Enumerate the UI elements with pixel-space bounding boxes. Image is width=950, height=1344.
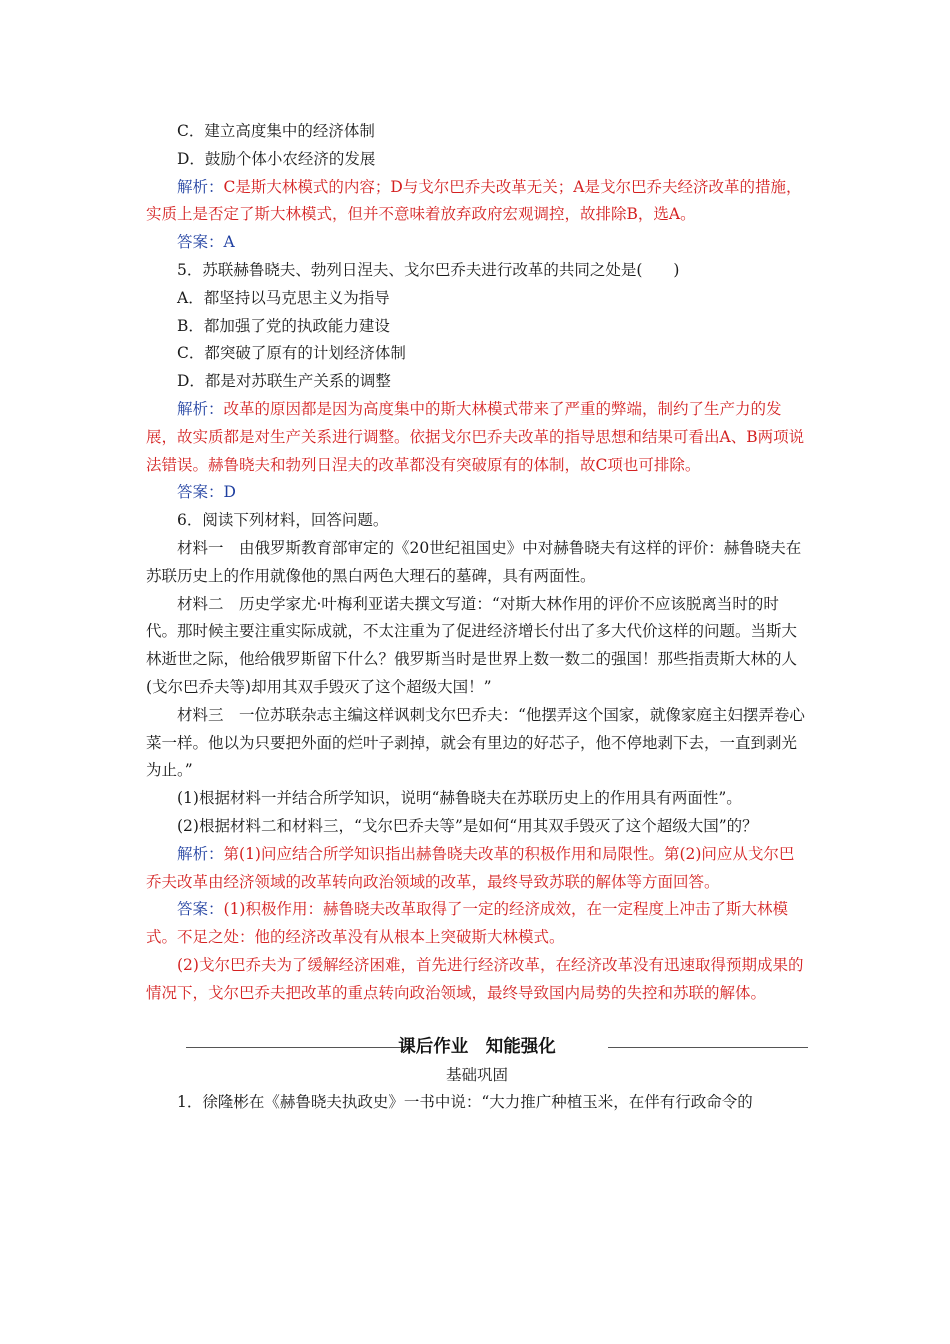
section-title: 课后作业 知能强化: [398, 1036, 556, 1057]
q4-answer: [146, 229, 808, 257]
answer-label: 答案：: [177, 483, 224, 502]
q5-stem: 5．苏联赫鲁晓夫、勃列日涅夫、戈尔巴乔夫进行改革的共同之处是( ): [177, 260, 680, 279]
q6-material-2: 材料二 历史学家尤·叶梅利亚诺夫撰文写道：“对斯大林作用的评价不应该脱离当时的时代。那时候主要注重实际成就，不太注重为了促进经济增长付出了多大代价这样的问题。当斯大林逝世之际，他给俄罗斯留下什么？俄罗斯当时是世界上数一数二的强国！那些指责斯大林的人(戈尔巴乔夫等)却用其双手毁灭了这个超级大国！”: [146, 594, 798, 696]
analysis-text: C是斯大林模式的内容；D与戈尔巴乔夫改革无关；A是戈尔巴乔夫经济改革的措施，实质上是否定了斯大林模式，但并不意味着放弃政府宏观调控，故排除B，选A。: [146, 177, 802, 224]
answer-label: 答案：: [177, 233, 224, 252]
q5-option-c: C．都突破了原有的计划经济体制: [177, 344, 406, 363]
q6-answer-2: (2)戈尔巴乔夫为了缓解经济困难，首先进行经济改革，在经济改革没有迅速取得预期成果的情况下，戈尔巴乔夫把改革的重点转向政治领域，最终导致国内局势的失控和苏联的解体。: [146, 955, 804, 1002]
homework-q1: 1．徐隆彬在《赫鲁晓夫执政史》一书中说：“大力推广种植玉米，在伴有行政命令的: [177, 1093, 753, 1112]
document-page: [146, 118, 808, 1117]
q4-option-c: C．建立高度集中的经济体制: [177, 122, 375, 140]
answer-text: (1)积极作用：赫鲁晓夫改革取得了一定的经济成效，在一定程度上冲击了斯大林模式。不足之处：他的经济改革没有从根本上突破斯大林模式。: [146, 900, 788, 947]
answer-label: 答案：: [177, 900, 224, 919]
q5-answer: [146, 479, 808, 507]
q6-stem: 6．阅读下列材料，回答问题。: [177, 511, 389, 530]
analysis-label: 解析：: [177, 399, 224, 418]
answer-text: A: [223, 233, 235, 252]
analysis-label: 解析：: [177, 844, 224, 863]
analysis-label: 解析：: [177, 177, 224, 196]
q6-question-1: (1)根据材料一并结合所学知识，说明“赫鲁晓夫在苏联历史上的作用具有两面性”。: [177, 789, 742, 808]
q5-analysis: [146, 396, 808, 479]
q6-question-2: (2)根据材料二和材料三，“戈尔巴乔夫等”是如何“用其双手毁灭了这个超级大国”的？: [177, 816, 758, 835]
q5-option-a: A．都坚持以马克思主义为指导: [177, 288, 390, 307]
q5-option-d: D．都是对苏联生产关系的调整: [177, 372, 391, 391]
q4-analysis: [146, 174, 808, 230]
section-subtitle: 基础巩固: [445, 1065, 508, 1084]
analysis-text: 改革的原因都是因为高度集中的斯大林模式带来了严重的弊端，制约了生产力的发展，故实质都是对生产关系进行调整。依据戈尔巴乔夫改革的指导思想和结果可看出A、B两项说法错误。赫鲁晓夫和勃列日涅夫的改革都没有突破原有的体制，故C项也可排除。: [146, 399, 805, 474]
q4-option-d: D．鼓励个体小农经济的发展: [177, 149, 376, 168]
q5-option-b: B．都加强了党的执政能力建设: [177, 316, 390, 335]
section-divider: [146, 1032, 808, 1062]
q6-material-3: 材料三 一位苏联杂志主编这样讽刺戈尔巴乔夫：“他摆弄这个国家，就像家庭主妇摆弄卷心菜一样。他以为只要把外面的烂叶子剥掉，就会有里边的好芯子，他不停地剥下去，一直到剥光为止。”: [146, 705, 805, 780]
q6-answer-1: [146, 896, 808, 952]
analysis-text: 第(1)问应结合所学知识指出赫鲁晓夫改革的积极作用和局限性。第(2)问应从戈尔巴乔夫改革由经济领域的改革转向政治领域的改革，最终导致苏联的解体等方面回答。: [146, 844, 795, 891]
q6-material-1: 材料一 由俄罗斯教育部审定的《20世纪祖国史》中对赫鲁晓夫有这样的评价：赫鲁晓夫在苏联历史上的作用就像他的黑白两色大理石的墓碑，具有两面性。: [146, 538, 802, 585]
q6-analysis: [146, 841, 808, 897]
answer-text: D: [223, 483, 236, 502]
